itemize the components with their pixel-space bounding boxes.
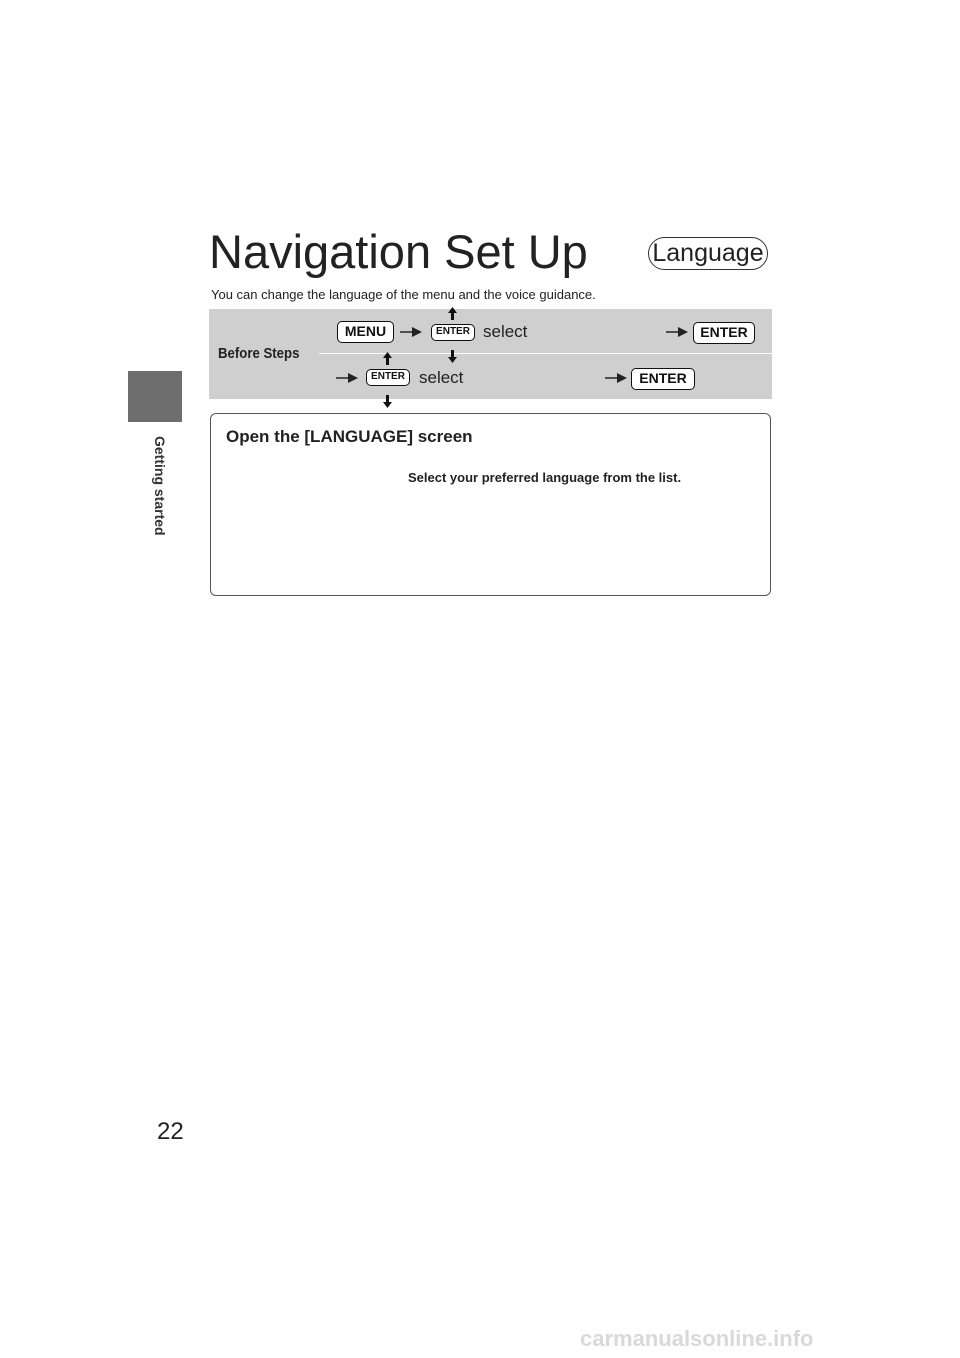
select-label: select xyxy=(483,322,528,341)
enter-key: ENTER xyxy=(693,322,755,344)
enter-knob-key: ENTER xyxy=(366,369,410,386)
page-number: 22 xyxy=(157,1118,184,1145)
enter-key: ENTER xyxy=(631,368,695,390)
before-steps-label: Before Steps xyxy=(218,345,300,362)
step-box xyxy=(210,413,771,596)
intro-text: You can change the language of the menu and the voice guidance. xyxy=(211,287,596,302)
before-steps-panel xyxy=(209,309,772,399)
enter-knob-key: ENTER xyxy=(431,324,475,341)
chapter-label: Getting started xyxy=(152,436,168,536)
step-instruction: Select your preferred language from the list. xyxy=(408,470,682,485)
chapter-tab-marker xyxy=(128,371,182,422)
right-arrow-icon xyxy=(336,373,358,383)
menu-key: MENU xyxy=(337,321,394,343)
watermark-text: carmanualsonline.info xyxy=(580,1326,814,1351)
right-arrow-icon xyxy=(605,373,627,383)
select-label: select xyxy=(419,368,464,387)
step-title: Open the [LANGUAGE] screen xyxy=(226,427,473,446)
section-badge: Language xyxy=(648,237,768,270)
page-title: Navigation Set Up xyxy=(209,225,588,278)
right-arrow-icon xyxy=(400,327,422,337)
right-arrow-icon xyxy=(666,327,688,337)
